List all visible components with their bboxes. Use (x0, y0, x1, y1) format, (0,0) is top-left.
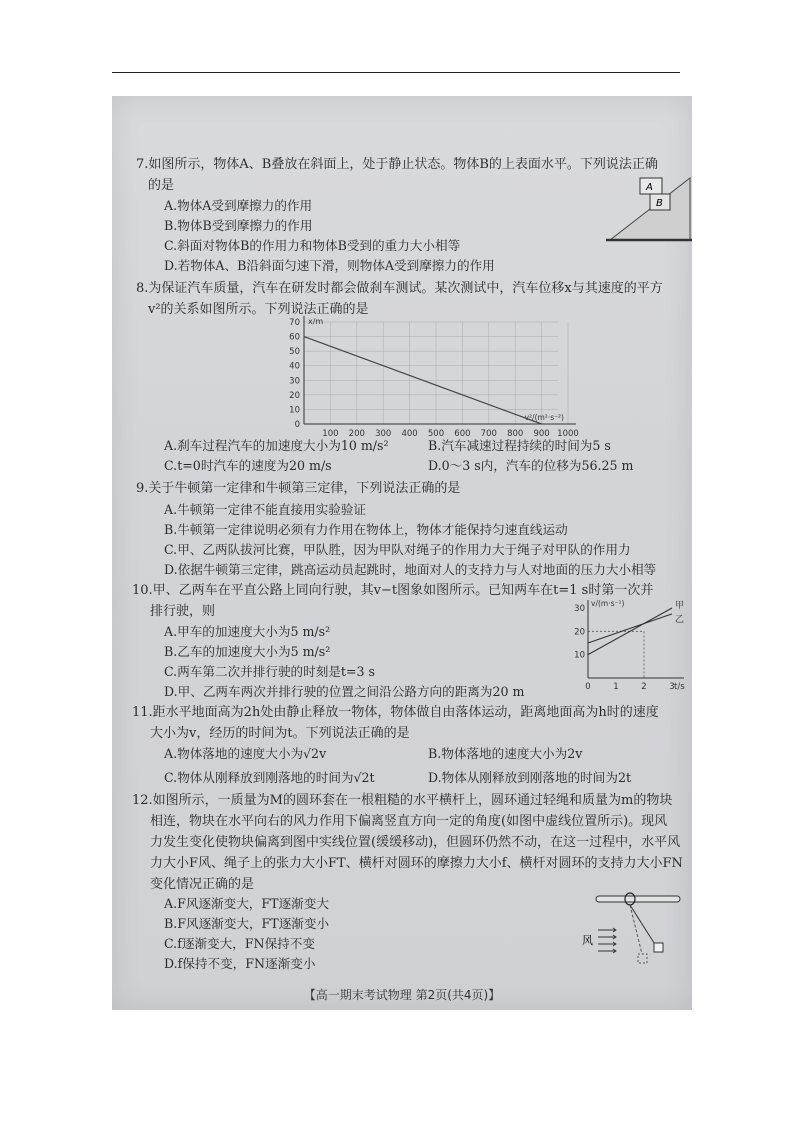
option-c: C.斜面对物体B的作用力和物体B受到的重力大小相等 (164, 238, 461, 253)
y-tick-label: 30 (574, 604, 585, 614)
y-tick-label: 10 (289, 405, 300, 416)
y-tick-label: 40 (289, 361, 300, 372)
incline-figure (606, 172, 692, 246)
y-tick-label: 10 (574, 650, 585, 661)
rope-dashed (630, 905, 642, 954)
question-8-stem: 8.为保证汽车质量，汽车在研发时都会做刹车测试。某次测试中，汽车位移x与其速度的平方 v²的关系如图所示。下列说法正确的是 (136, 281, 663, 317)
x-tick-label: 1000 (557, 429, 579, 438)
option-d: D.甲、乙两车两次并排行驶的位置之间沿公路方向的距离为20 m (164, 684, 525, 699)
series-label: 甲 (675, 601, 685, 611)
chart-x-vs-v2 (282, 314, 582, 438)
question-7-stem: 7.如图所示，物体A、B叠放在斜面上，处于静止状态。物体B的上表面水平。下列说法正确 的是 (136, 157, 658, 193)
x-tick-label: 600 (454, 429, 471, 438)
question-8-options-left (164, 436, 389, 476)
y-tick-label: 70 (289, 318, 300, 328)
option-a: A.牛顿第一定律不能直接用实验验证 (164, 502, 367, 517)
question-12-options (164, 894, 329, 974)
exam-paper (112, 96, 692, 1010)
rope-solid (630, 905, 656, 946)
page-footer: 【高一期末考试物理 第2页(共4页)】 (303, 988, 501, 1002)
y-tick-label: 0 (294, 420, 300, 430)
x-tick-label: 800 (507, 429, 524, 438)
option-c: C.物体从刚释放到刚落地的时间为√2t (164, 770, 375, 785)
y-tick-label: 20 (289, 390, 300, 401)
question-8-options-right (428, 436, 634, 476)
question-9-options (164, 500, 656, 580)
option-d: D.f保持不变，FN逐渐变小 (164, 956, 316, 971)
option-a: A.物体落地的速度大小为√2v (164, 746, 327, 761)
question-10-stem: 10.甲、乙两车在平直公路上同向行驶，其v−t图象如图所示。已知两车在t=1 s时第一次并 排行驶，则 (132, 583, 654, 619)
question-7-options (164, 196, 495, 276)
y-tick-label: 20 (574, 627, 585, 638)
option-d: D.若物体A、B沿斜面匀速下滑，则物体A受到摩擦力的作用 (164, 258, 495, 273)
series-line (588, 614, 672, 643)
option-a: A.物体A受到摩擦力的作用 (164, 198, 313, 213)
option-b: B.物体落地的速度大小为2v (428, 746, 583, 761)
wind-arrows (598, 928, 616, 953)
label-a: A (646, 182, 653, 193)
x-tick-label: 200 (348, 429, 365, 438)
x-tick-label: 100 (322, 429, 339, 438)
block-solid (654, 943, 663, 952)
y-axis-label: v/(m·s⁻¹) (591, 599, 625, 608)
x-tick-label: 1 (613, 682, 619, 692)
question-12-stem: 12.如图所示，一质量为M的圆环套在一根粗糙的水平横杆上，圆环通过轻绳和质量为m的物块 相连，物块在水平向右的风力作用下偏离竖直方向一定的角度(如图中虚线位置所示)。现风 力发生变化使物块偏离到图中实线位置(缓缓移动)，但圆环仍然不动，在这一过程中，水平风 力大小F风、绳子上的张力大小FT、横杆对圆环的摩擦力大小f、横杆对圆环的支持力大小FN 变化情况正确的是 (132, 793, 683, 892)
question-11-options-right (428, 744, 631, 788)
top-rule (112, 72, 680, 73)
x-tick-label: 500 (427, 429, 445, 438)
y-tick-label: 50 (289, 347, 300, 358)
x-tick-label: 300 (375, 429, 392, 438)
question-9-stem: 9.关于牛顿第一定律和牛顿第三定律，下列说法正确的是 (136, 481, 461, 496)
x-axis-label: t/s (674, 682, 685, 692)
option-a: A.刹车过程汽车的加速度大小为10 m/s² (164, 438, 389, 453)
x-tick-label: 400 (401, 429, 418, 438)
y-tick-label: 60 (289, 332, 300, 343)
x-tick-label: 2 (641, 682, 647, 692)
option-c: C.f逐渐变大，FN保持不变 (164, 936, 315, 951)
y-axis-label: x/m (308, 317, 324, 326)
option-d: D.物体从刚释放到刚落地的时间为2t (428, 770, 632, 785)
x-tick-label: 3 (669, 682, 675, 692)
option-c: C.t=0时汽车的速度为20 m/s (164, 458, 332, 473)
x-tick-label: 900 (533, 429, 550, 438)
question-11-options-left (164, 744, 375, 788)
horizontal-rod (596, 896, 680, 902)
chart-v-t (568, 596, 688, 696)
block-dashed (638, 954, 647, 963)
option-d: D.0～3 s内，汽车的位移为56.25 m (428, 458, 634, 473)
option-c: C.两车第二次并排行驶的时刻是t=3 s (164, 664, 376, 679)
series-label: 乙 (675, 614, 685, 625)
option-c: C.甲、乙两队拔河比赛，甲队胜，因为甲队对绳子的作用力大于绳子对甲队的作用力 (164, 542, 631, 557)
option-b: B.汽车减速过程持续的时间为5 s (428, 438, 611, 453)
option-b: B.牛顿第一定律说明必须有力作用在物体上，物体才能保持匀速直线运动 (164, 522, 568, 537)
question-10-options (164, 622, 524, 702)
option-d: D.依据牛顿第三定律，跳高运动员起跳时，地面对人的支持力与人对地面的压力大小相等 (164, 562, 657, 577)
ring-rod-figure (576, 888, 686, 974)
x-axis-label: v²/(m²·s⁻²) (524, 413, 564, 422)
option-b: B.物体B受到摩擦力的作用 (164, 218, 313, 233)
label-b: B (656, 198, 663, 209)
y-tick-label: 30 (289, 376, 300, 387)
question-11-stem: 11.距水平地面高为2h处由静止释放一物体，物体做自由落体运动，距离地面高为h时的速度 大小为v，经历的时间为t。下列说法正确的是 (132, 705, 659, 741)
option-a: A.F风逐渐变大，FT逐渐变大 (164, 896, 329, 911)
wind-label: 风 (582, 934, 593, 947)
option-b: B.F风逐渐变大，FT逐渐变小 (164, 916, 330, 931)
x-tick-label: 0 (585, 682, 591, 692)
x-tick-label: 700 (480, 429, 497, 438)
option-a: A.甲车的加速度大小为5 m/s² (164, 624, 331, 639)
option-b: B.乙车的加速度大小为5 m/s² (164, 644, 331, 659)
